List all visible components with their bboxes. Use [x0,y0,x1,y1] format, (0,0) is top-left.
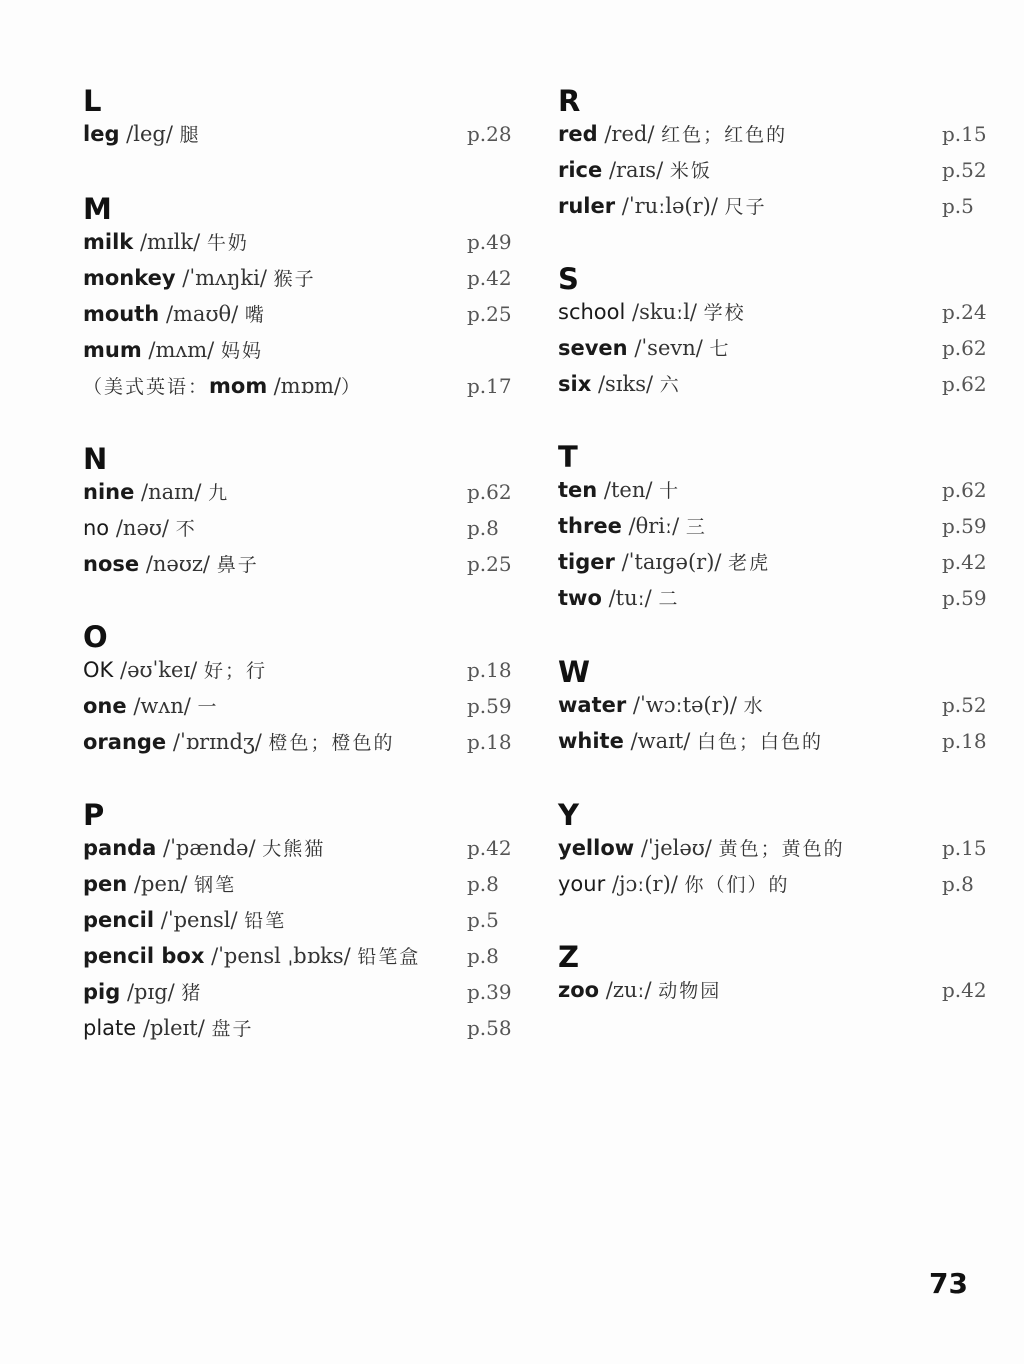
entry-phonetic: /leg/ [126,122,173,146]
entry-phonetic: /θriː/ [628,514,680,538]
entry-word: orange [83,730,167,754]
entry-phonetic: /wʌn/ [133,694,191,718]
entry-page: p.8 [942,872,974,896]
entry-meaning: 猴子 [273,268,316,290]
glossary-entry [558,546,998,582]
glossary-entry [83,476,523,512]
entry-meaning: 你（们）的 [684,874,790,896]
entry-phonetic: /əʊˈkeɪ/ [120,658,198,682]
entry-phonetic: /mʌm/ [148,338,215,362]
entry-page: p.15 [942,836,987,860]
entry-phonetic: /nəʊ/ [115,516,169,540]
note-phonetic: /mɒm/ [273,374,341,398]
glossary-entry [558,510,998,546]
entry-meaning: 九 [208,482,230,504]
entry-word: nine [83,480,135,504]
entry-word: leg [83,122,120,146]
entry-word: seven [558,336,628,360]
entry-word: OK [83,658,114,682]
entry-page: p.8 [467,944,499,968]
entry-word: red [558,122,598,146]
glossary-entry [83,512,523,548]
entry-word: one [83,694,127,718]
entry-meaning: 铅笔盒 [357,946,421,968]
section-letter: S [558,262,579,296]
entry-phonetic: /ˈtaɪgə(r)/ [621,550,722,574]
entry-phonetic: /ˈsevn/ [634,336,703,360]
entry-phonetic: /ˈpændə/ [163,836,256,860]
note-prefix: （美式英语： [83,376,210,398]
entry-phonetic: /ten/ [603,478,653,502]
entry-page: p.59 [467,694,512,718]
entry-page: p.25 [467,552,512,576]
glossary-entry [558,582,998,618]
entry-meaning: 动物园 [658,980,722,1002]
entry-meaning: 红色；红色的 [661,124,788,146]
entry-meaning: 好；行 [203,660,267,682]
entry-page: p.62 [942,478,987,502]
entry-meaning: 橙色；橙色的 [268,732,395,754]
entry-word: monkey [83,266,176,290]
section-letter: Y [558,798,579,832]
entry-phonetic: /jɔː(r)/ [611,872,678,896]
glossary-entry [83,548,523,584]
entry-page: p.42 [467,266,512,290]
entry-word: nose [83,552,140,576]
glossary-entry [83,118,523,154]
entry-page: p.49 [467,230,512,254]
entry-phonetic: /naɪn/ [141,480,202,504]
entry-page: p.52 [942,693,987,717]
entry-word: pig [83,980,121,1004]
entry-phonetic: /red/ [604,122,655,146]
section-letter: L [83,84,102,118]
entry-word: pen [83,872,128,896]
note-suffix: ） [341,376,363,398]
section-t [558,442,998,618]
entry-page: p.58 [467,1016,512,1040]
entry-page: p.15 [942,122,987,146]
entry-meaning: 二 [658,588,680,610]
entry-word: pencil [83,908,155,932]
glossary-entry [558,296,998,332]
entry-meaning: 十 [659,480,681,502]
glossary-entry [83,904,523,940]
entry-page: p.52 [942,158,987,182]
entry-word: plate [83,1016,137,1040]
entry-meaning: 水 [743,695,765,717]
entry-page: p.5 [942,194,974,218]
glossary-entry [558,368,998,404]
entry-page: p.24 [942,300,987,324]
note-word: mom [209,374,268,398]
entry-phonetic: /pɪg/ [126,980,175,1004]
entry-page: p.39 [467,980,512,1004]
glossary-entry [558,118,998,154]
entry-word: white [558,729,624,753]
entry-word: two [558,586,602,610]
entry-word: ten [558,478,598,502]
entry-word: ruler [558,194,616,218]
entry-page: p.59 [942,514,987,538]
entry-meaning: 腿 [179,124,201,146]
section-l [83,86,523,154]
section-letter: N [83,442,108,476]
entry-meaning: 不 [175,518,197,540]
entry-meaning: 铅笔 [244,910,287,932]
glossary-entry [558,474,998,510]
glossary-entry [558,832,998,868]
entry-page: p.59 [942,586,987,610]
glossary-entry [83,1012,523,1048]
entry-meaning: 鼻子 [216,554,259,576]
section-p [83,800,523,1048]
glossary-entry [83,262,523,298]
entry-phonetic: /ˈwɔːtə(r)/ [632,693,737,717]
section-s [558,264,998,404]
section-letter: P [83,798,105,832]
entry-meaning: 白色；白色的 [697,731,824,753]
entry-phonetic: /ˈpensl/ [160,908,238,932]
entry-meaning: 大熊猫 [262,838,326,860]
entry-word: six [558,372,592,396]
section-m [83,194,523,406]
entry-page: p.18 [942,729,987,753]
entry-page: p.17 [467,374,512,398]
glossary-entry [558,190,998,226]
entry-page: p.62 [942,372,987,396]
entry-meaning: 学校 [703,302,746,324]
entry-meaning: 一 [197,696,219,718]
entry-word: panda [83,836,157,860]
section-letter: T [558,440,578,474]
section-letter: M [83,192,112,226]
entry-page: p.42 [942,550,987,574]
entry-meaning: 盘子 [211,1018,254,1040]
glossary-entry [83,226,523,262]
glossary-entry [83,868,523,904]
entry-phonetic: /pen/ [133,872,188,896]
entry-phonetic: /ˈmʌŋki/ [182,266,267,290]
section-r [558,86,998,226]
section-letter: O [83,620,108,654]
glossary-entry [558,725,998,761]
entry-phonetic: /ˈjeləʊ/ [640,836,712,860]
entry-page: p.8 [467,516,499,540]
entry-page: p.25 [467,302,512,326]
entry-word: mum [83,338,142,362]
entry-page: p.28 [467,122,512,146]
entry-meaning: 妈妈 [220,340,263,362]
glossary-entry [558,974,998,1010]
entry-word: school [558,300,626,324]
entry-page: p.62 [467,480,512,504]
entry-meaning: 黄色；黄色的 [718,838,845,860]
section-letter: R [558,84,581,118]
entry-phonetic: /ˈɒrɪndʒ/ [172,730,262,754]
entry-meaning: 牛奶 [206,232,249,254]
entry-meaning: 三 [685,516,707,538]
entry-meaning: 米饭 [669,160,712,182]
entry-phonetic: /raɪs/ [608,158,664,182]
entry-phonetic: /ˈruːlə(r)/ [621,194,718,218]
glossary-entry [558,154,998,190]
entry-phonetic: /waɪt/ [630,729,691,753]
entry-word: tiger [558,550,615,574]
entry-page: p.62 [942,336,987,360]
section-y [558,800,998,904]
entry-page: p.8 [467,872,499,896]
entry-meaning: 六 [659,374,681,396]
entry-phonetic: /tuː/ [608,586,652,610]
glossary-entry [558,868,998,904]
section-o [83,622,523,762]
glossary-entry [83,726,523,762]
entry-phonetic: /maʊθ/ [165,302,239,326]
entry-word: milk [83,230,134,254]
entry-meaning: 钢笔 [194,874,237,896]
section-z [558,942,998,1010]
glossary-entry [558,689,998,725]
entry-meaning: 尺子 [724,196,767,218]
entry-word: your [558,872,606,896]
entry-phonetic: /mɪlk/ [139,230,201,254]
page-number: 73 [929,1267,968,1300]
entry-word: no [83,516,110,540]
entry-meaning: 猪 [181,982,203,1004]
section-letter: Z [558,940,580,974]
entry-phonetic: /ˈpensl ˌbɒks/ [211,944,351,968]
section-letter: W [558,655,590,689]
entry-phonetic: /zuː/ [605,978,652,1002]
entry-word: rice [558,158,603,182]
glossary-entry [558,332,998,368]
entry-page: p.42 [467,836,512,860]
glossary-entry [83,832,523,868]
entry-page: p.18 [467,658,512,682]
section-w [558,657,998,761]
entry-word: water [558,693,627,717]
entry-word: three [558,514,622,538]
glossary-entry [83,334,523,370]
entry-word: pencil box [83,944,205,968]
entry-page: p.18 [467,730,512,754]
glossary-entry [83,940,523,976]
entry-meaning: 老虎 [728,552,771,574]
glossary-entry [83,654,523,690]
entry-word: zoo [558,978,600,1002]
section-n [83,444,523,584]
entry-page: p.5 [467,908,499,932]
glossary-entry [83,690,523,726]
entry-phonetic: /skuːl/ [632,300,697,324]
entry-word: yellow [558,836,635,860]
entry-word: mouth [83,302,160,326]
entry-phonetic: /pleɪt/ [142,1016,205,1040]
entry-phonetic: /sɪks/ [597,372,654,396]
american-english-note [83,370,523,406]
entry-meaning: 七 [709,338,731,360]
glossary-entry [83,976,523,1012]
glossary-entry [83,298,523,334]
entry-page: p.42 [942,978,987,1002]
entry-phonetic: /nəʊz/ [145,552,211,576]
entry-meaning: 嘴 [244,304,266,326]
